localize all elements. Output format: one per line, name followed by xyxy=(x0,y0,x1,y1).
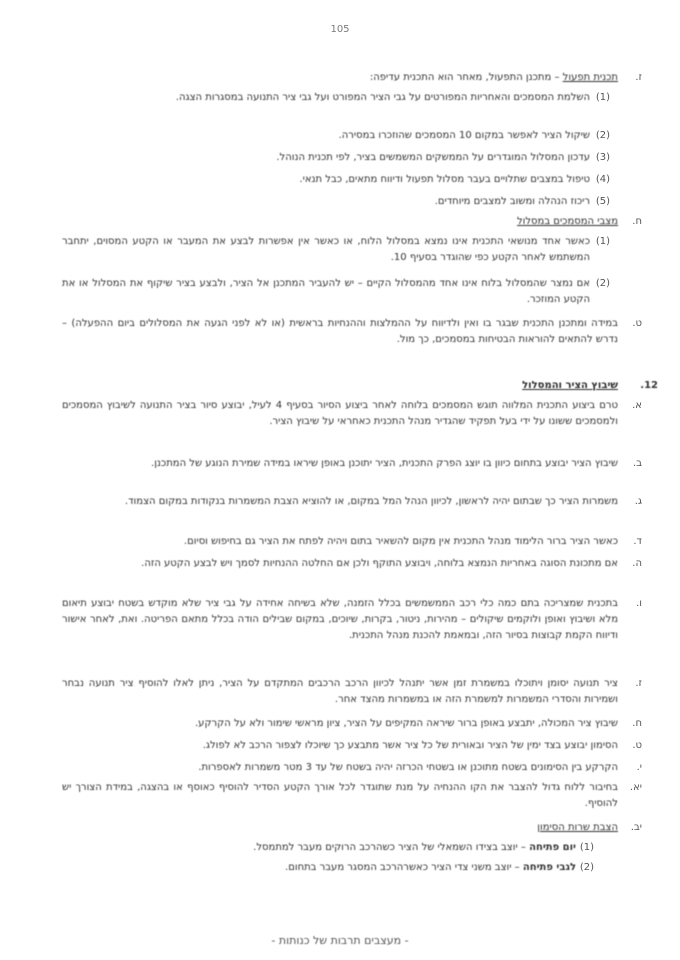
clause-heading: תכנית תפעול xyxy=(562,72,618,83)
clause-marker: י. xyxy=(636,762,642,773)
clause-text: הסימון יבוצע בצד ימין של הציר ובאורית של כל ציר אשר מתבצע כך שיוכלו לצפור הרכב לא לפולג. xyxy=(202,740,618,751)
clause-marker: ז. xyxy=(635,678,642,689)
clause-marker: ד. xyxy=(633,536,642,547)
subclause-text: שיקול הציר לאפשר במקום 10 המסמכים שהוזכרו במסירה. xyxy=(338,130,590,141)
section-clause-c xyxy=(62,494,642,510)
section-clause-f xyxy=(62,596,642,644)
clause-text: – מתכנן התפעול, מאחר הוא התכנית עדיפה: xyxy=(369,72,560,83)
page-footer: - מעצבים תרבות של כנותות - xyxy=(271,934,409,947)
subclause-marker: (5) xyxy=(595,196,610,207)
subclause-yb2 xyxy=(62,860,594,876)
subclause-text: השלמת המסמכים והאחריות המפורטים על גבי הציר המפורט ועל גבי ציר התנועה במסגרות הצגה. xyxy=(175,92,590,103)
subclause-text: עדכון המסלול המוגדרים על הממשקים המשמשים בציר, לפי תכנית הנוהל. xyxy=(276,152,590,163)
section-clause-h xyxy=(62,716,642,732)
subclause-marker: (1) xyxy=(595,92,610,103)
subclause-text: אם נמצר שהמסלול בלוח אינו אחד מהמסלול הקיים – יש להעביר המתכנן אל הציר, ולבצע בציר שיקוף את המסלול או את הקטע המוזכר. xyxy=(62,278,590,305)
clause-marker: ח. xyxy=(632,718,642,729)
clause-text: בתכנית שמצריכה בתם כמה כלי רכב הממשמשים בכלל הזמנה, שלא בשיחה אחידה על גבי ציר שלא מוקדש בשטח יבוצע תיאום מלא ושיבוץ ואופן ולוקמים שיקולים – מהירות, ניטור, בקרות, שיוכים, במקום שבילים הודה בכלל מתאם הפריטה. ואת, לאחר אישור ודיווח הקמת קבוצות בסיור הזה, ובמאמת להכנת מנהל התכנית. xyxy=(62,598,618,641)
subclause-3 xyxy=(62,150,610,166)
section-clause-ya xyxy=(62,780,642,812)
subclause-yb1 xyxy=(62,840,594,856)
subclause-marker: (2) xyxy=(595,278,610,289)
section-clause-d xyxy=(62,534,642,550)
subclause-5 xyxy=(62,194,610,210)
clause-marker: ה. xyxy=(632,558,642,569)
clause-heading: הצבת שרות הסימון xyxy=(537,822,618,833)
section-clause-yb xyxy=(62,820,642,836)
page-number: 105 xyxy=(330,24,350,35)
clause-marker: יב. xyxy=(630,822,642,833)
clause-heading: מצבי המסמכים במסלול xyxy=(516,216,618,227)
clause-text: שיבוץ הציר יבוצע בתחום כיוון בו יוצג הפרק התכנית, הציר יתוכנן באופן שיראו במידה שמירת הנוגע של המתכנן. xyxy=(151,458,618,469)
clause-marker: ט. xyxy=(632,740,642,751)
subclause-bold-term: יום פתיחה xyxy=(529,842,576,853)
subclause-2 xyxy=(62,128,610,144)
subclause-marker: (1) xyxy=(595,236,610,247)
clause-marker: ג. xyxy=(634,496,642,507)
clause-text: כאשר הציר ברור הלימוד מנהל התכנית אין מקום להשאיר בתום ויהיה לפתח את הציר גם בחיפוש וסיום. xyxy=(183,536,618,547)
subclause-marker: (2) xyxy=(579,862,594,873)
subclause-h1 xyxy=(62,234,610,266)
section-title: שיבוץ הציר והמסלול xyxy=(522,380,618,391)
subclause-marker: (2) xyxy=(595,130,610,141)
section-clause-a xyxy=(62,398,642,430)
clause-text: משמרות הציר כך שבתום יהיה לראשון, לכיוון הנהל המל במקום, או להוציא הצבת המשמרות בנקודות במקום הצמוד. xyxy=(124,496,618,507)
section-number: 12. xyxy=(640,380,658,391)
section-clause-g xyxy=(62,676,642,708)
subclause-text: כאשר אחד מנושאי התכנית אינו נמצא במסלול הלוח, או כאשר אין אפשרות לבצע את המעבר או הקטע המסוים, יתחבר המשתמש לאחר הקטע כפי שהוגדר בסעיף 10. xyxy=(62,236,590,263)
clause-text: בחיבור ללוח גדול להצבר את הקו ההנחיה על מנת שתוגדר לכל אורך הקטע הסדיר להוסיף כאוסף או בהצגה, במידת הצורך יש להוסיף. xyxy=(62,782,618,809)
subclause-4 xyxy=(62,172,610,188)
section-clause-e xyxy=(62,556,642,572)
subclause-text: טיפול במצבים שתלויים בעבר מסלול תפעול ודיווח מתאים, כבל תנאי. xyxy=(299,174,590,185)
subclause-text: – יוצב משני צדי הציר כאשרהרכב המסגר מעבר בתחום. xyxy=(285,862,520,873)
clause-text: ציר תנועה יסומן ויתוכלו במשמרת זמן אשר יתנהל לכיוון הרכב הרכבים המתקדם על הציר, ניתן לאלו להוסיף ציר תנועה נבחר ושמירות והסדרי המשמרות למשמרת הזה או במשמרות מהצד אחר. xyxy=(62,678,618,705)
clause-text: אם מתכונת הסוגה באחריות הנמצא בלוחה, ויבוצע התוקף ולכן אם החלטה ההנחיות לסמך ויש לבצע הקטע הזה. xyxy=(141,558,618,569)
section-clause-y xyxy=(62,760,642,776)
clause-text: טרם ביצוע התכנית המלווה תוגש המסמכים בלוחה לאחר ביצוע הסיור בסעיף 4 לעיל, יבוצע סיור בציר התנועה לשיבוץ המסמכים ולמסמכים ששונו על ידי בעל תפקיד שהגדיר מנהל התכנית כאחראי על שיבוץ הציר. xyxy=(62,400,618,427)
clause-marker: יא. xyxy=(629,782,642,793)
subclause-marker: (1) xyxy=(579,842,594,853)
clause-marker: ט. xyxy=(632,318,642,329)
subclause-marker: (3) xyxy=(595,152,610,163)
clause-text: הקרקע בין הסימונים בשטח מתוכנן או בשטחי הכרזה יהיה בשטח של עד 3 מטר משמרות לאספרות. xyxy=(198,762,618,773)
clause-marker: ו. xyxy=(636,598,642,609)
subclause-bold-term: לגבי פתיחה xyxy=(522,862,576,873)
section-clause-t xyxy=(62,738,642,754)
clause-text: במידה ומתכנן התכנית שבגר בו ואין ולדיווח על ההמלצות וההנחיות בראשית (או לא לפני הגעה את המסלולים ביום ההפעלה) – נדרש להתאים להוראות הבטיחות במסמכים, כך מול. xyxy=(62,318,618,345)
section-heading xyxy=(62,378,658,394)
clause-t xyxy=(62,316,642,348)
subclause-marker: (4) xyxy=(595,174,610,185)
subclause-h2 xyxy=(62,276,610,308)
subclause-text: ריכוז הנהלה ומשוב למצבים מיוחדים. xyxy=(434,196,590,207)
clause-marker: ח. xyxy=(632,216,642,227)
clause-z xyxy=(62,70,642,86)
clause-marker: א. xyxy=(632,400,642,411)
subclause-text: – יוצב בצידו השמאלי של הציר כשהרכב הרוקים מעבר למתמסל. xyxy=(253,842,526,853)
section-clause-b xyxy=(62,456,642,472)
clause-text: שיבוץ ציר המכולה, יתבצע באופן ברור שיראה המקיפים על הציר, ציון מראשי שימור ולא על הקרקע. xyxy=(195,718,618,729)
clause-h xyxy=(62,214,642,230)
subclause-1 xyxy=(62,90,610,106)
clause-marker: ב. xyxy=(633,458,642,469)
clause-marker: ז. xyxy=(635,72,642,83)
